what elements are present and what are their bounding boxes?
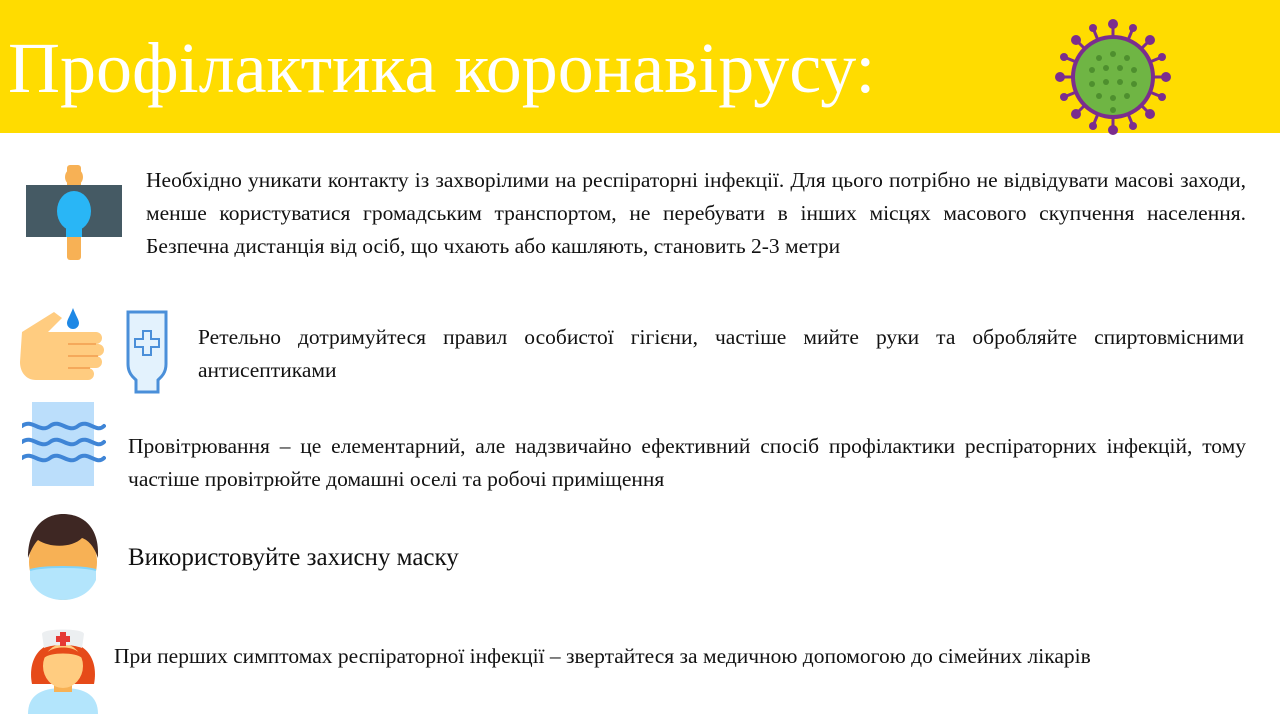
nurse-icon bbox=[26, 624, 100, 714]
advice-item-1: Необхідно уникати контакту із захворілими на респіраторні інфекції. Для цього потрібно не відвідувати масові заходи, менше користуватися громадським транспортом, не перебувати в інших місцях масового скупчення населення. Безпечна дистанція від осіб, що чхають або кашляють, становить 2-3 метри bbox=[146, 168, 1246, 258]
hand-wash-icon bbox=[18, 302, 108, 382]
slide-title: Профілактика коронавірусу: bbox=[8, 28, 876, 108]
sanitizer-icon bbox=[122, 308, 172, 394]
advice-item-5: При перших симптомах респіраторної інфекції – звертайтеся за медичною допомогою до сімейних лікарів bbox=[114, 644, 1091, 668]
face-mask-icon bbox=[24, 512, 102, 602]
person-xray-icon bbox=[26, 165, 122, 260]
advice-item-4: Використовуйте захисну маску bbox=[128, 544, 459, 571]
advice-item-2: Ретельно дотримуйтеся правил особистої гігієни, частіше мийте руки та обробляйте спиртовмісними антисептиками bbox=[198, 325, 1244, 382]
advice-item-3: Провітрювання – це елементарний, але надзвичайно ефективний спосіб профілактики респіраторних інфекцій, тому частіше провітрюйте домашні оселі та робочі приміщення bbox=[128, 434, 1246, 491]
air-ventilation-icon bbox=[22, 402, 106, 486]
coronavirus-icon bbox=[1054, 18, 1172, 136]
